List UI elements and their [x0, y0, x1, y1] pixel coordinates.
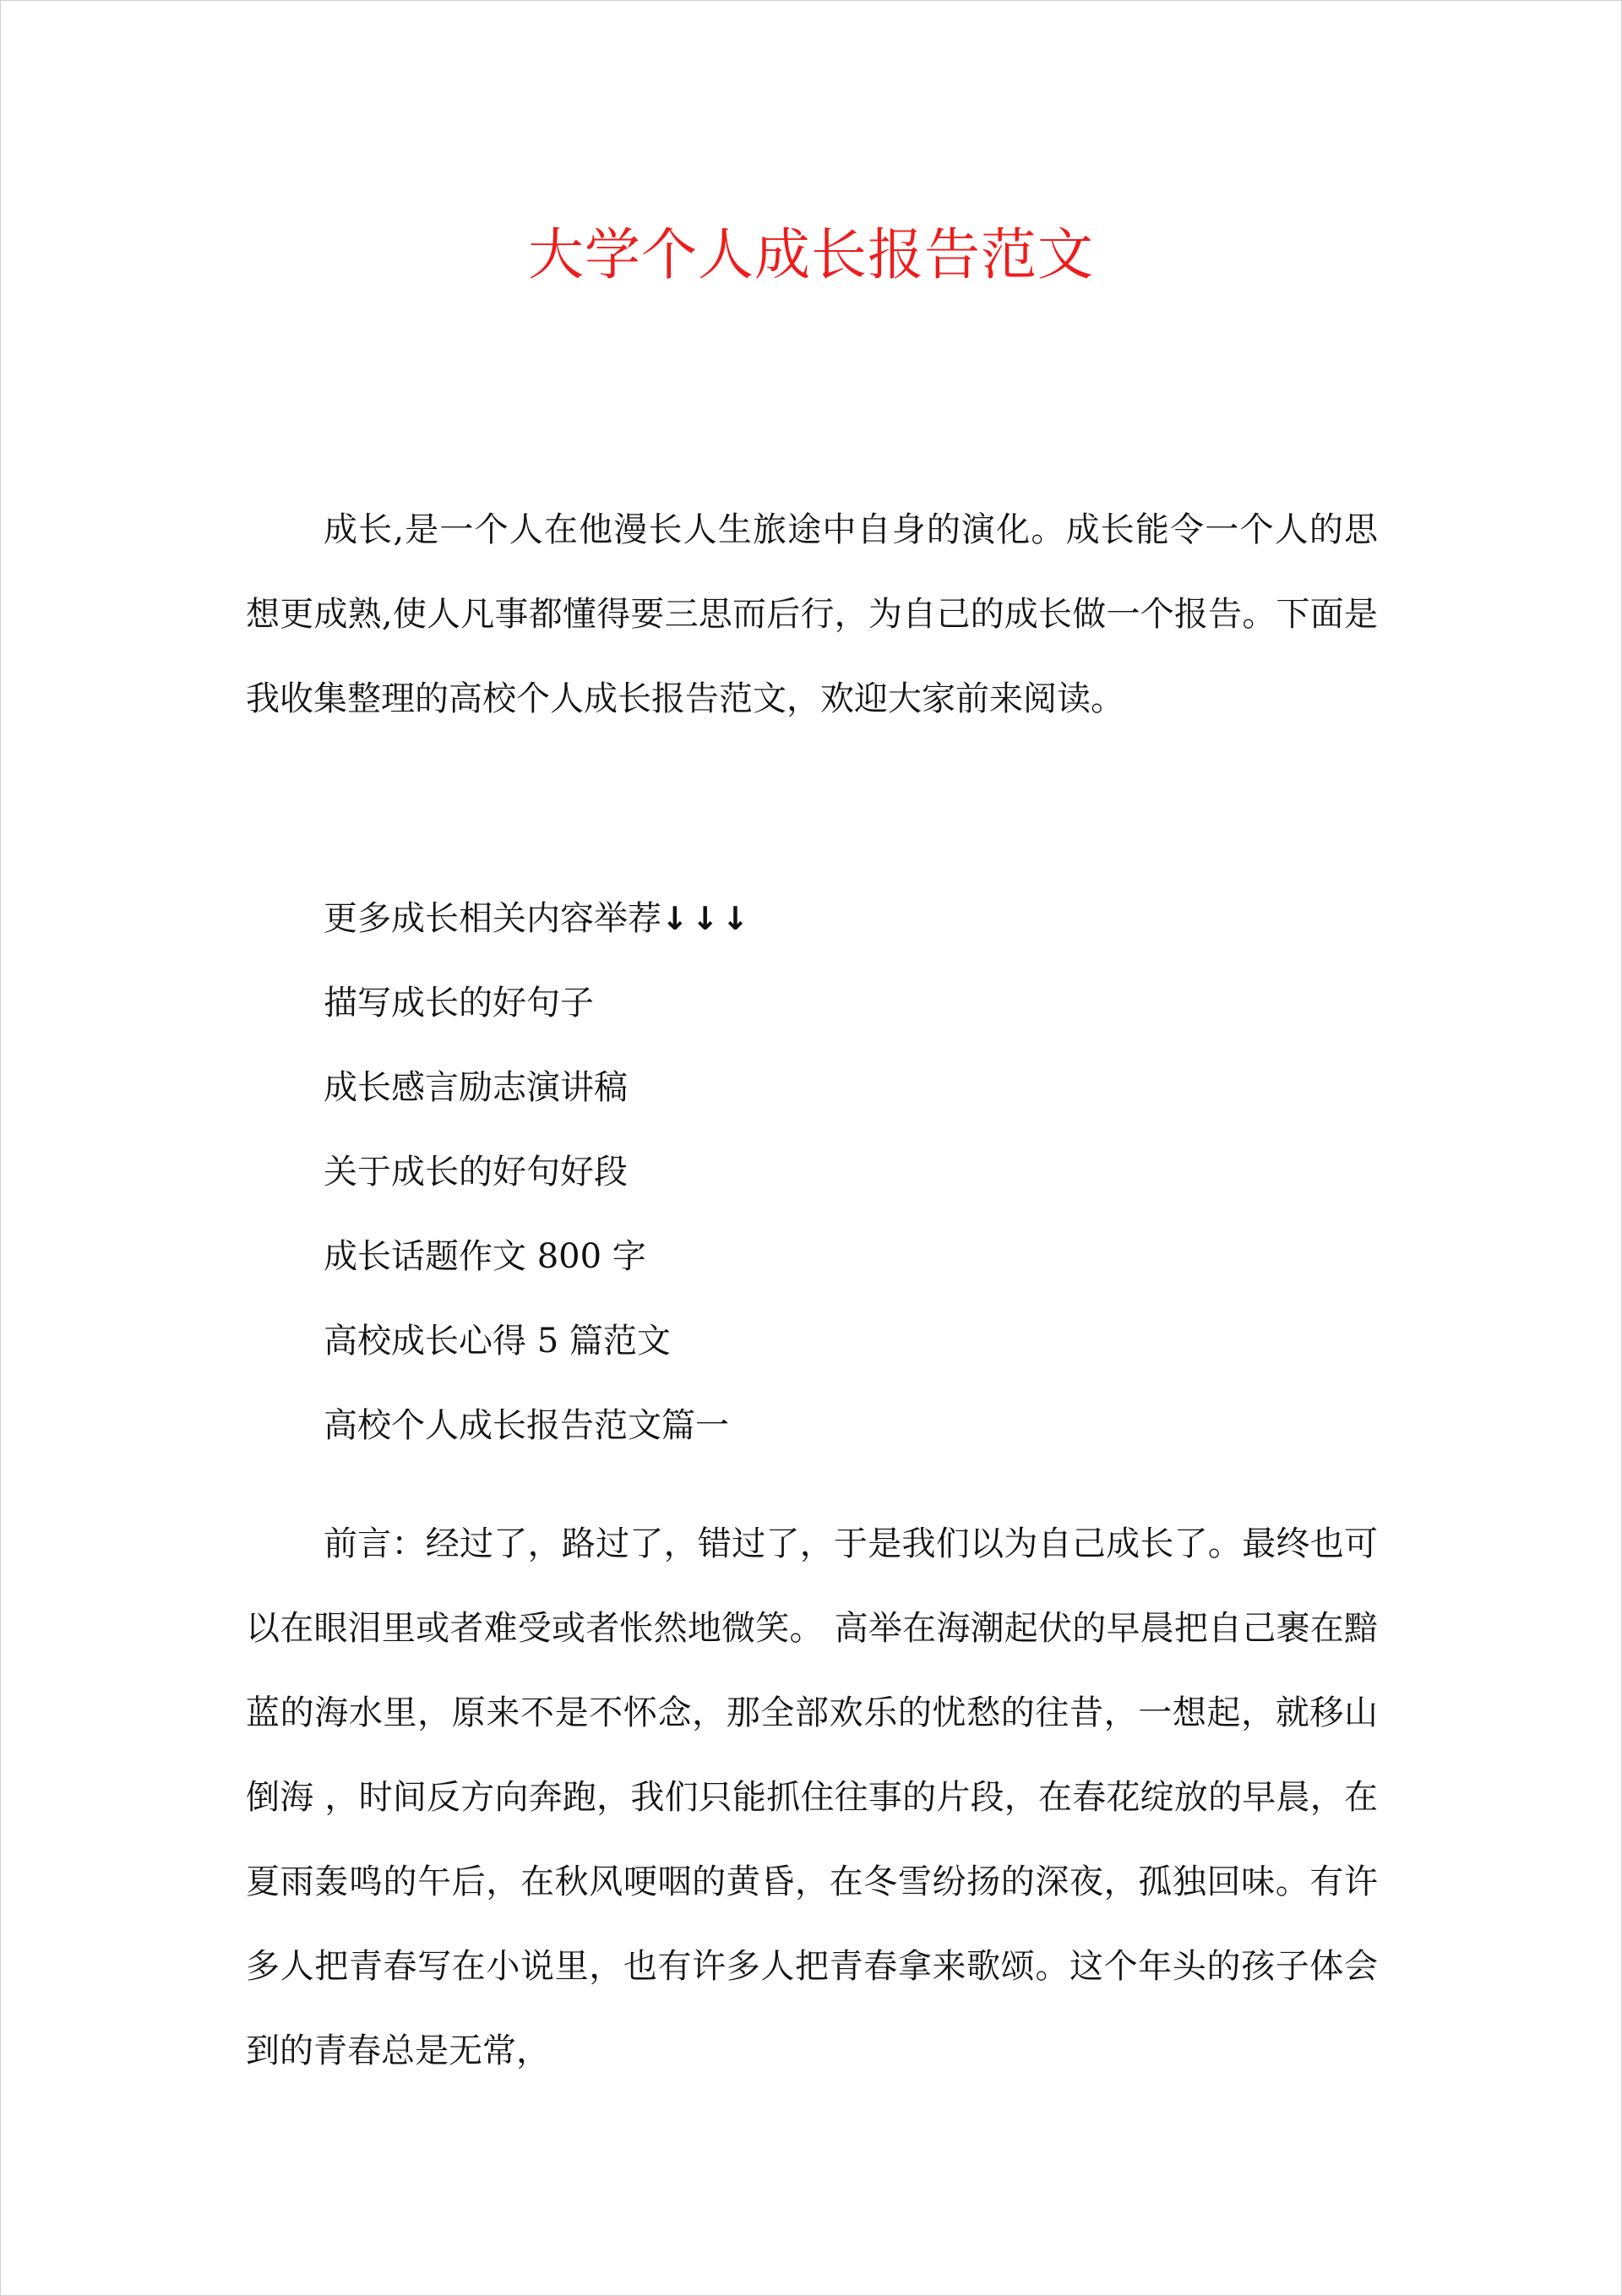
- recommendation-list: [324, 876, 753, 1468]
- recommend-link-5[interactable]: 高校成长心得 5 篇范文: [324, 1322, 671, 1361]
- recommend-link-3[interactable]: 关于成长的好句好段: [324, 1153, 628, 1192]
- recommend-heading: [324, 876, 753, 961]
- preface-paragraph: 前言：经过了，路过了，错过了，于是我们以为自己成长了。最终也可以在眼泪里或者难受或者怅然地微笑。 高举在海潮起伏的早晨把自己裹在黯蓝的海水里，原来不是不怀念，那全部欢乐的忧愁的往昔，一想起，就移山倒海 ，时间反方向奔跑，我们只能抓住往事的片段，在春花绽放的早晨，在夏雨轰鸣的午后，在秋风哽咽的黄昏，在冬雪纷扬的深夜，孤独回味。有许多人把青春写在小说里，也有许多人把青春拿来歌颂。这个年头的孩子体会到的青春总是无常，: [246, 1524, 1378, 2070]
- recommend-link-2[interactable]: 成长感言励志演讲稿: [324, 1068, 628, 1107]
- down-arrows-icon: ↓↓↓: [661, 900, 753, 937]
- document-title: 大学个人成长报告范文: [528, 222, 1094, 287]
- recommend-label: 更多成长相关内容举荐: [324, 899, 661, 938]
- section-heading: 高校个人成长报告范文篇一: [324, 1406, 729, 1445]
- recommend-link-4[interactable]: 成长话题作文 800 字: [324, 1237, 646, 1276]
- intro-paragraph: 成长,是一个人在他漫长人生旅途中自身的演化。成长能令一个人的思想更成熟,使人凡事都懂得要三思而后行，为自己的成长做一个报告。下面是我收集整理的高校个人成长报告范文，欢迎大家前来阅读。: [246, 510, 1378, 718]
- recommend-link-1[interactable]: 描写成长的好句子: [324, 984, 594, 1023]
